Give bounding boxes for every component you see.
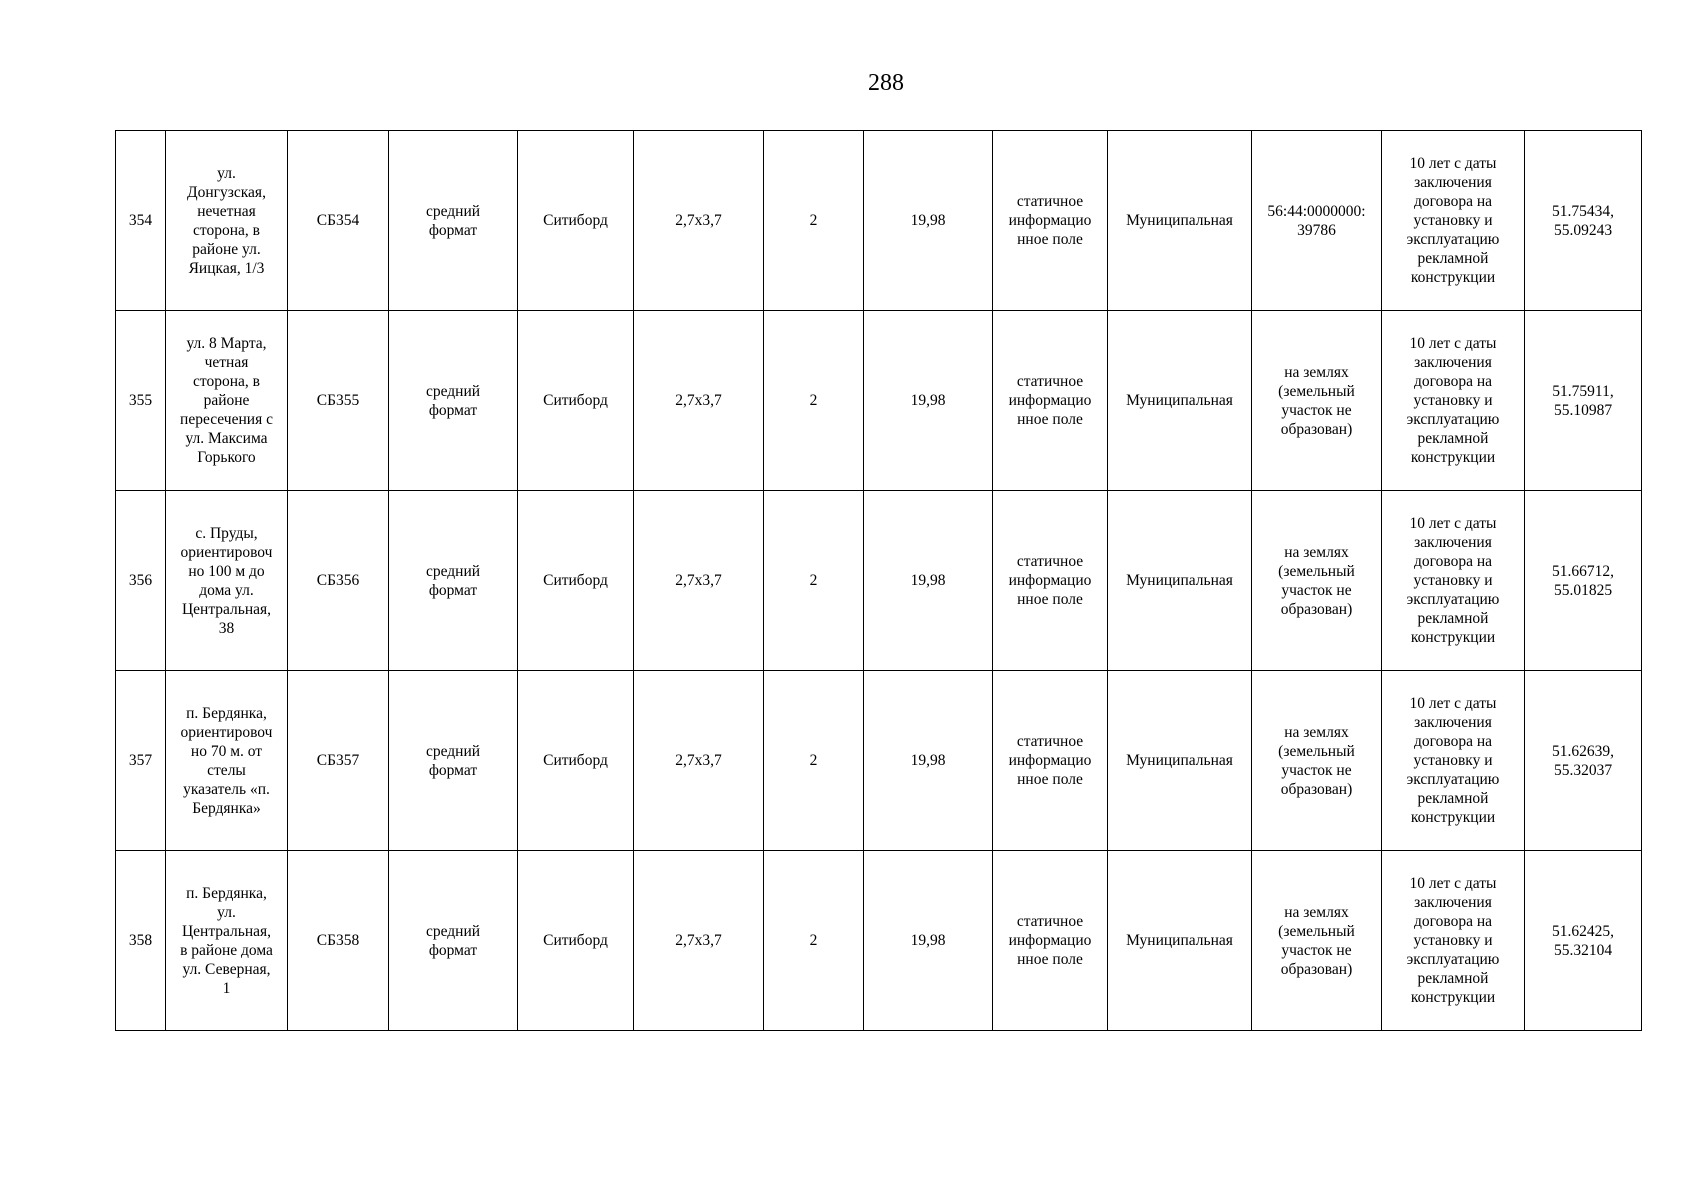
ownership-cell: Муниципальная: [1108, 491, 1252, 671]
row-number: 354: [116, 131, 166, 311]
format-cell: средний формат: [389, 851, 518, 1031]
coords-cell: 51.66712, 55.01825: [1525, 491, 1642, 671]
land-cell: на землях (земельный участок не образован): [1252, 491, 1382, 671]
table-row: [116, 491, 1642, 671]
area-cell: 19,98: [864, 671, 993, 851]
row-number: 357: [116, 671, 166, 851]
field-cell: статичное информацио нное поле: [993, 671, 1108, 851]
ad-structures-table: [115, 130, 1642, 1031]
address-cell: ул. Донгузская, нечетная сторона, в районе ул. Яицкая, 1/3: [166, 131, 288, 311]
area-cell: 19,98: [864, 851, 993, 1031]
term-cell: 10 лет с даты заключения договора на установку и эксплуатацию рекламной конструкции: [1382, 851, 1525, 1031]
format-cell: средний формат: [389, 131, 518, 311]
term-cell: 10 лет с даты заключения договора на установку и эксплуатацию рекламной конструкции: [1382, 311, 1525, 491]
code-cell: СБ354: [288, 131, 389, 311]
field-cell: статичное информацио нное поле: [993, 311, 1108, 491]
field-cell: статичное информацио нное поле: [993, 491, 1108, 671]
table-row: [116, 851, 1642, 1031]
size-cell: 2,7х3,7: [634, 311, 764, 491]
term-cell: 10 лет с даты заключения договора на установку и эксплуатацию рекламной конструкции: [1382, 491, 1525, 671]
address-cell: п. Бердянка, ул. Центральная, в районе дома ул. Северная, 1: [166, 851, 288, 1031]
sides-cell: 2: [764, 671, 864, 851]
size-cell: 2,7х3,7: [634, 491, 764, 671]
row-number: 355: [116, 311, 166, 491]
code-cell: СБ357: [288, 671, 389, 851]
code-cell: СБ356: [288, 491, 389, 671]
field-cell: статичное информацио нное поле: [993, 131, 1108, 311]
type-cell: Ситиборд: [518, 311, 634, 491]
coords-cell: 51.62425, 55.32104: [1525, 851, 1642, 1031]
ownership-cell: Муниципальная: [1108, 311, 1252, 491]
land-cell: на землях (земельный участок не образован): [1252, 311, 1382, 491]
ownership-cell: Муниципальная: [1108, 851, 1252, 1031]
land-cell: 56:44:0000000: 39786: [1252, 131, 1382, 311]
field-cell: статичное информацио нное поле: [993, 851, 1108, 1031]
row-number: 358: [116, 851, 166, 1031]
ownership-cell: Муниципальная: [1108, 671, 1252, 851]
term-cell: 10 лет с даты заключения договора на установку и эксплуатацию рекламной конструкции: [1382, 671, 1525, 851]
code-cell: СБ355: [288, 311, 389, 491]
sides-cell: 2: [764, 851, 864, 1031]
coords-cell: 51.62639, 55.32037: [1525, 671, 1642, 851]
sides-cell: 2: [764, 491, 864, 671]
coords-cell: 51.75434, 55.09243: [1525, 131, 1642, 311]
code-cell: СБ358: [288, 851, 389, 1031]
page-number: 288: [868, 70, 904, 96]
area-cell: 19,98: [864, 131, 993, 311]
ownership-cell: Муниципальная: [1108, 131, 1252, 311]
table-row: [116, 671, 1642, 851]
coords-cell: 51.75911, 55.10987: [1525, 311, 1642, 491]
format-cell: средний формат: [389, 491, 518, 671]
address-cell: п. Бердянка, ориентировоч но 70 м. от стелы указатель «п. Бердянка»: [166, 671, 288, 851]
table-row: [116, 311, 1642, 491]
type-cell: Ситиборд: [518, 491, 634, 671]
area-cell: 19,98: [864, 491, 993, 671]
size-cell: 2,7х3,7: [634, 671, 764, 851]
size-cell: 2,7х3,7: [634, 131, 764, 311]
area-cell: 19,98: [864, 311, 993, 491]
type-cell: Ситиборд: [518, 851, 634, 1031]
type-cell: Ситиборд: [518, 131, 634, 311]
row-number: 356: [116, 491, 166, 671]
land-cell: на землях (земельный участок не образован): [1252, 671, 1382, 851]
type-cell: Ситиборд: [518, 671, 634, 851]
format-cell: средний формат: [389, 311, 518, 491]
address-cell: с. Пруды, ориентировоч но 100 м до дома ул. Центральная, 38: [166, 491, 288, 671]
land-cell: на землях (земельный участок не образован): [1252, 851, 1382, 1031]
term-cell: 10 лет с даты заключения договора на установку и эксплуатацию рекламной конструкции: [1382, 131, 1525, 311]
size-cell: 2,7х3,7: [634, 851, 764, 1031]
sides-cell: 2: [764, 131, 864, 311]
address-cell: ул. 8 Марта, четная сторона, в районе пересечения с ул. Максима Горького: [166, 311, 288, 491]
table-row: [116, 131, 1642, 311]
format-cell: средний формат: [389, 671, 518, 851]
sides-cell: 2: [764, 311, 864, 491]
